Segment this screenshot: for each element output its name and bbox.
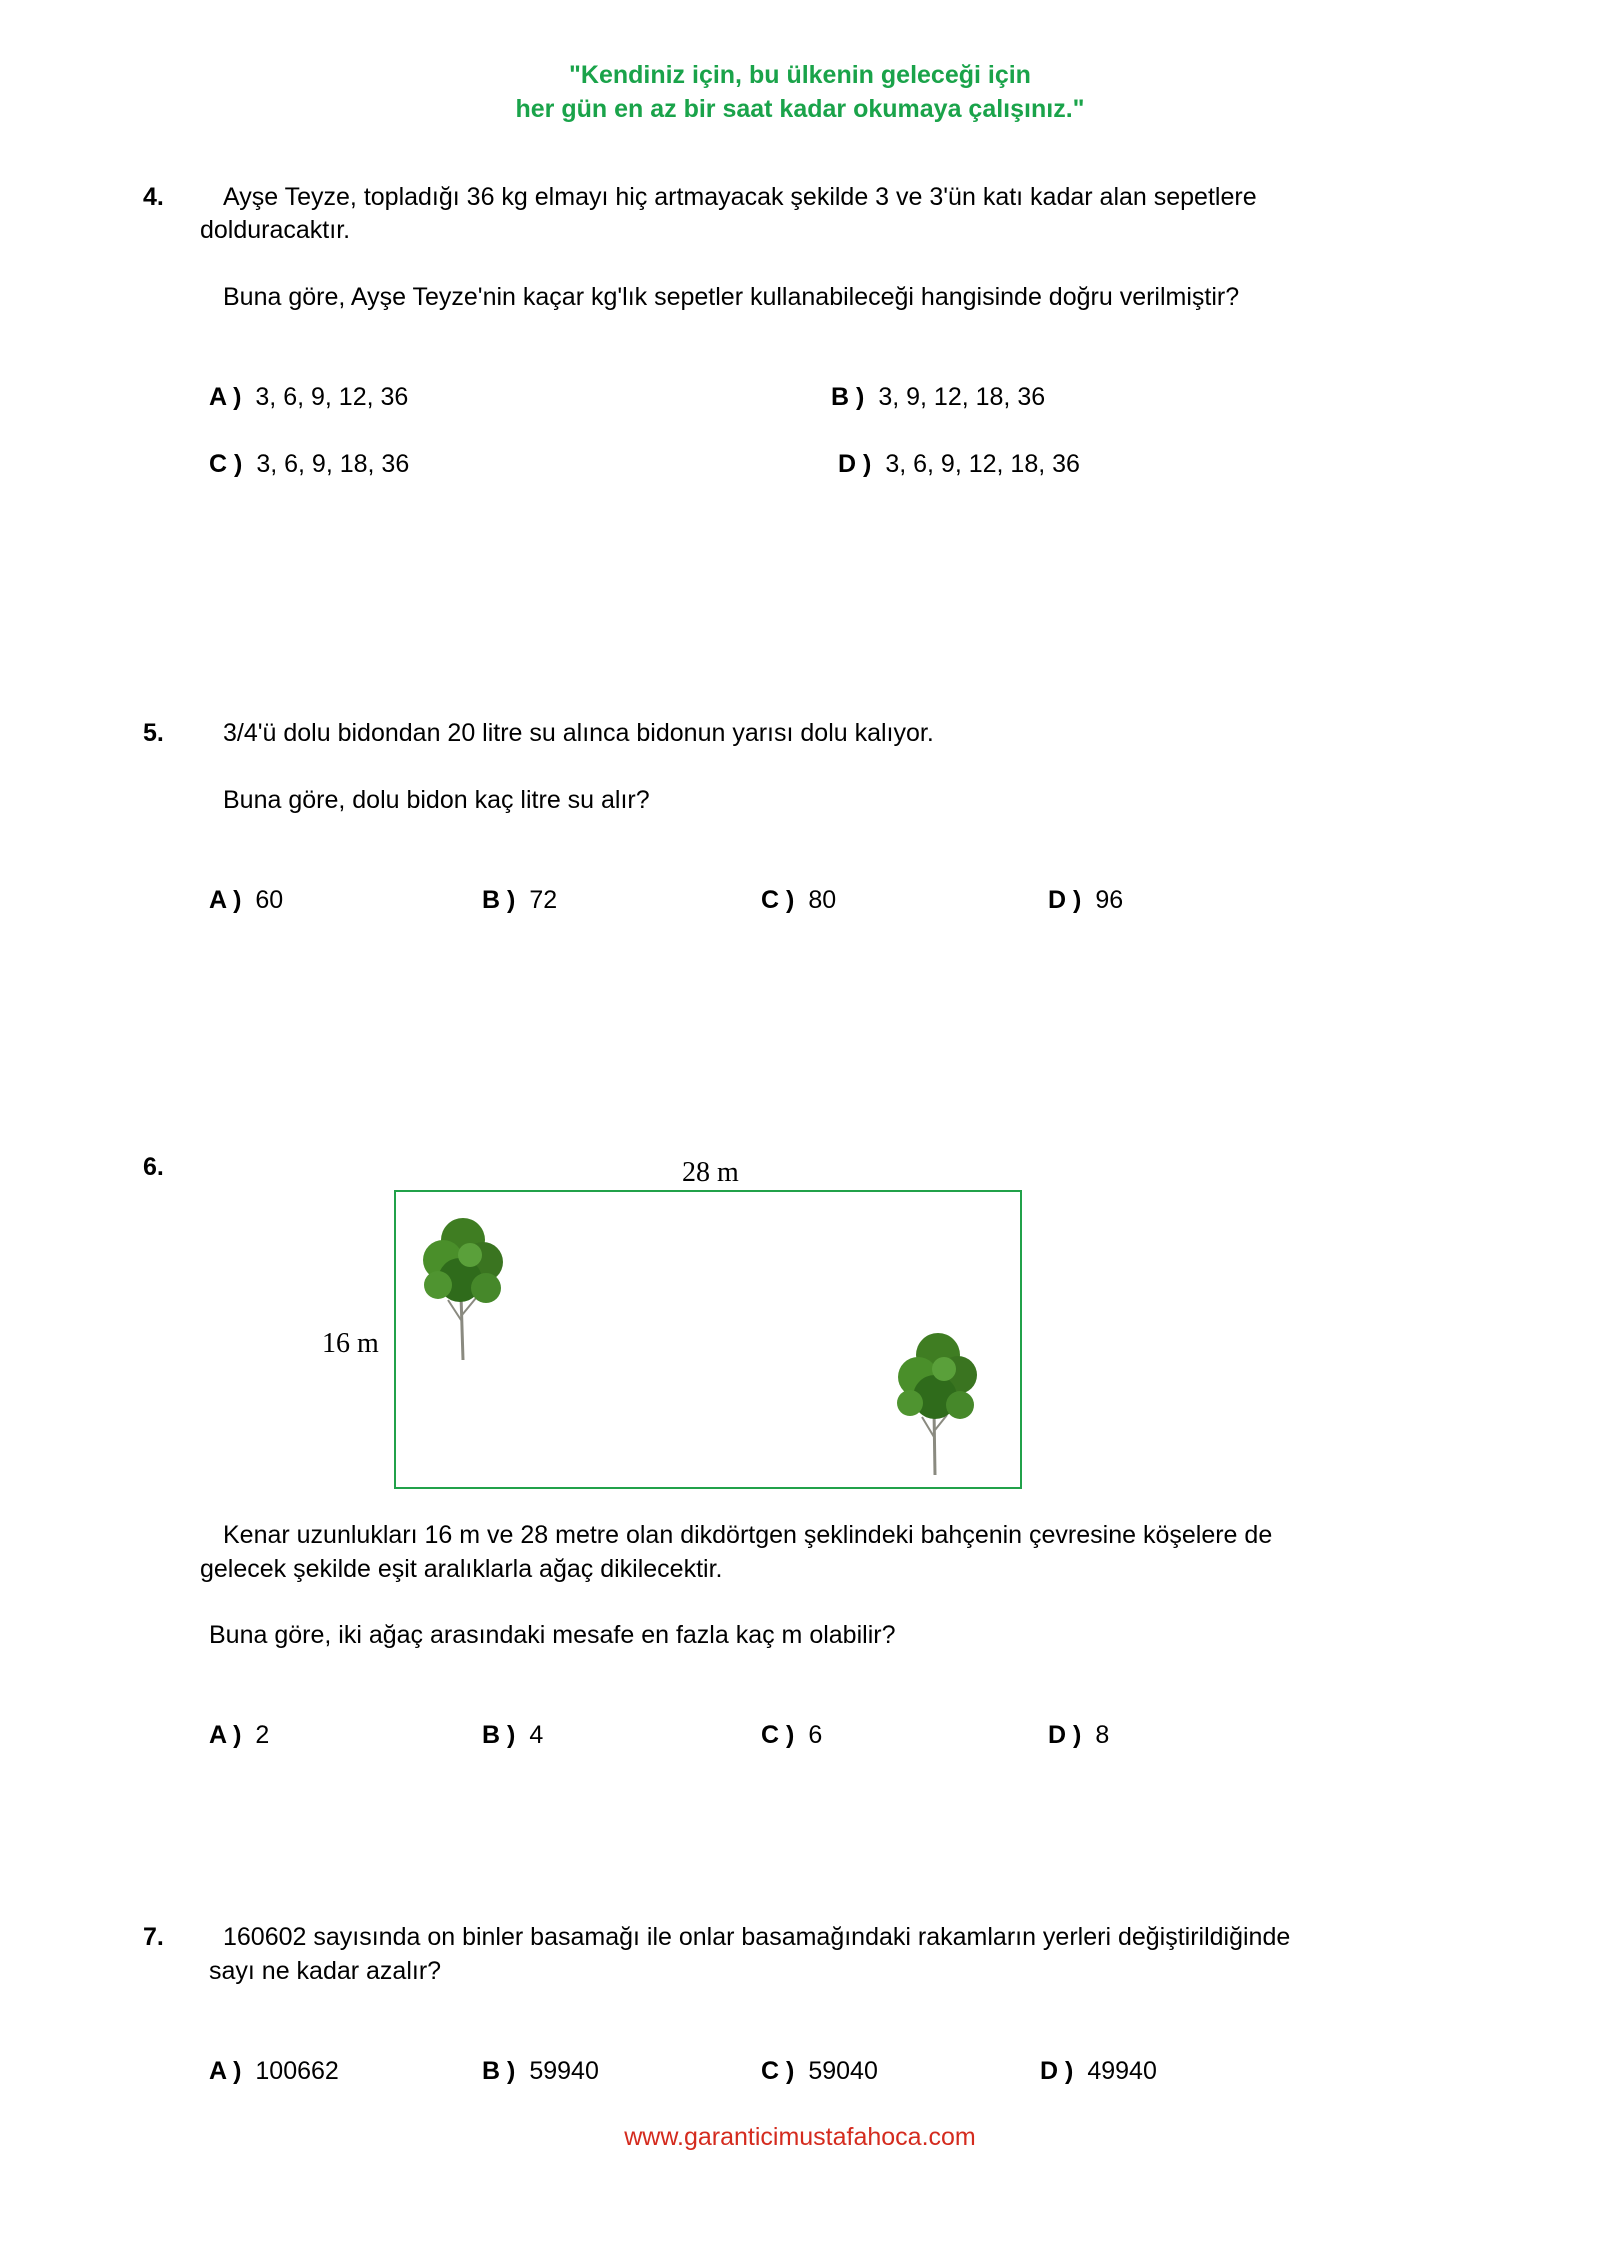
question-5-number: 5. [143, 719, 164, 747]
option-label: C ) [209, 450, 243, 478]
question-4-text-line2: dolduracaktır. [200, 216, 351, 244]
option-value: 59940 [529, 2057, 599, 2085]
option-label: C ) [761, 886, 795, 914]
q6-option-b[interactable] [482, 1718, 543, 1752]
motto-line-2: her gün en az bir saat kadar okumaya çalışınız." [515, 95, 1085, 123]
option-label: A ) [209, 2057, 242, 2085]
question-4-text-line1: Ayşe Teyze, topladığı 36 kg elmayı hiç artmayacak şekilde 3 ve 3'ün katı kadar alan sepetlere [223, 183, 1257, 211]
option-label: D ) [838, 450, 872, 478]
garden-height-label: 16 m [322, 1328, 379, 1359]
option-label: D ) [1048, 886, 1082, 914]
option-value: 100662 [255, 2057, 339, 2085]
q4-option-a[interactable] [209, 380, 408, 414]
option-label: B ) [482, 2057, 516, 2085]
question-6-prompt: Buna göre, iki ağaç arasındaki mesafe en fazla kaç m olabilir? [209, 1621, 896, 1649]
question-4-prompt: Buna göre, Ayşe Teyze'nin kaçar kg'lık sepetler kullanabileceği hangisinde doğru verilmiştir? [223, 283, 1240, 311]
q7-option-a[interactable] [209, 2054, 339, 2088]
question-6-text-line1: Kenar uzunlukları 16 m ve 28 metre olan dikdörtgen şeklindeki bahçenin çevresine köşelere de [223, 1521, 1273, 1549]
q4-option-d[interactable] [838, 447, 1080, 481]
q4-option-b[interactable] [831, 380, 1045, 414]
footer-website-link[interactable]: www.garanticimustafahoca.com [624, 2123, 976, 2151]
q7-option-c[interactable] [761, 2054, 878, 2088]
option-value: 49940 [1087, 2057, 1157, 2085]
q5-option-b[interactable] [482, 883, 557, 917]
q6-option-a[interactable] [209, 1718, 269, 1752]
tree-icon [408, 1210, 518, 1365]
option-label: C ) [761, 1721, 795, 1749]
question-4-number: 4. [143, 183, 164, 211]
option-label: A ) [209, 383, 242, 411]
q4-option-c[interactable] [209, 447, 409, 481]
option-value: 3, 6, 9, 18, 36 [256, 450, 410, 478]
q5-option-a[interactable] [209, 883, 283, 917]
option-value: 3, 6, 9, 12, 18, 36 [885, 450, 1080, 478]
option-value: 59040 [808, 2057, 878, 2085]
option-value: 96 [1095, 886, 1124, 914]
option-value: 72 [529, 886, 558, 914]
option-label: B ) [482, 886, 516, 914]
question-7-number: 7. [143, 1923, 164, 1951]
option-value: 4 [529, 1721, 544, 1749]
option-value: 2 [255, 1721, 270, 1749]
option-label: D ) [1040, 2057, 1074, 2085]
q5-option-c[interactable] [761, 883, 836, 917]
option-value: 3, 9, 12, 18, 36 [878, 383, 1046, 411]
question-5-prompt: Buna göre, dolu bidon kaç litre su alır? [223, 786, 650, 814]
q6-option-c[interactable] [761, 1718, 822, 1752]
option-value: 60 [255, 886, 284, 914]
option-label: D ) [1048, 1721, 1082, 1749]
tree-icon [880, 1325, 990, 1480]
q6-option-d[interactable] [1048, 1718, 1109, 1752]
q7-option-b[interactable] [482, 2054, 599, 2088]
question-5-text: 3/4'ü dolu bidondan 20 litre su alınca bidonun yarısı dolu kalıyor. [223, 719, 934, 747]
option-value: 3, 6, 9, 12, 36 [255, 383, 409, 411]
option-label: A ) [209, 886, 242, 914]
question-6-text-line2: gelecek şekilde eşit aralıklarla ağaç dikilecektir. [200, 1555, 723, 1583]
garden-width-label: 28 m [682, 1157, 739, 1188]
option-value: 6 [808, 1721, 823, 1749]
q7-option-d[interactable] [1040, 2054, 1157, 2088]
motto-line-1: "Kendiniz için, bu ülkenin geleceği için [569, 61, 1031, 89]
question-7-text-line1: 160602 sayısında on binler basamağı ile onlar basamağındaki rakamların yerleri değiştirildiğinde [223, 1923, 1291, 1951]
q5-option-d[interactable] [1048, 883, 1123, 917]
question-7-text-line2: sayı ne kadar azalır? [209, 1957, 442, 1985]
option-value: 80 [808, 886, 837, 914]
option-value: 8 [1095, 1721, 1110, 1749]
question-6-number: 6. [143, 1153, 164, 1181]
option-label: A ) [209, 1721, 242, 1749]
option-label: B ) [482, 1721, 516, 1749]
option-label: C ) [761, 2057, 795, 2085]
option-label: B ) [831, 383, 865, 411]
